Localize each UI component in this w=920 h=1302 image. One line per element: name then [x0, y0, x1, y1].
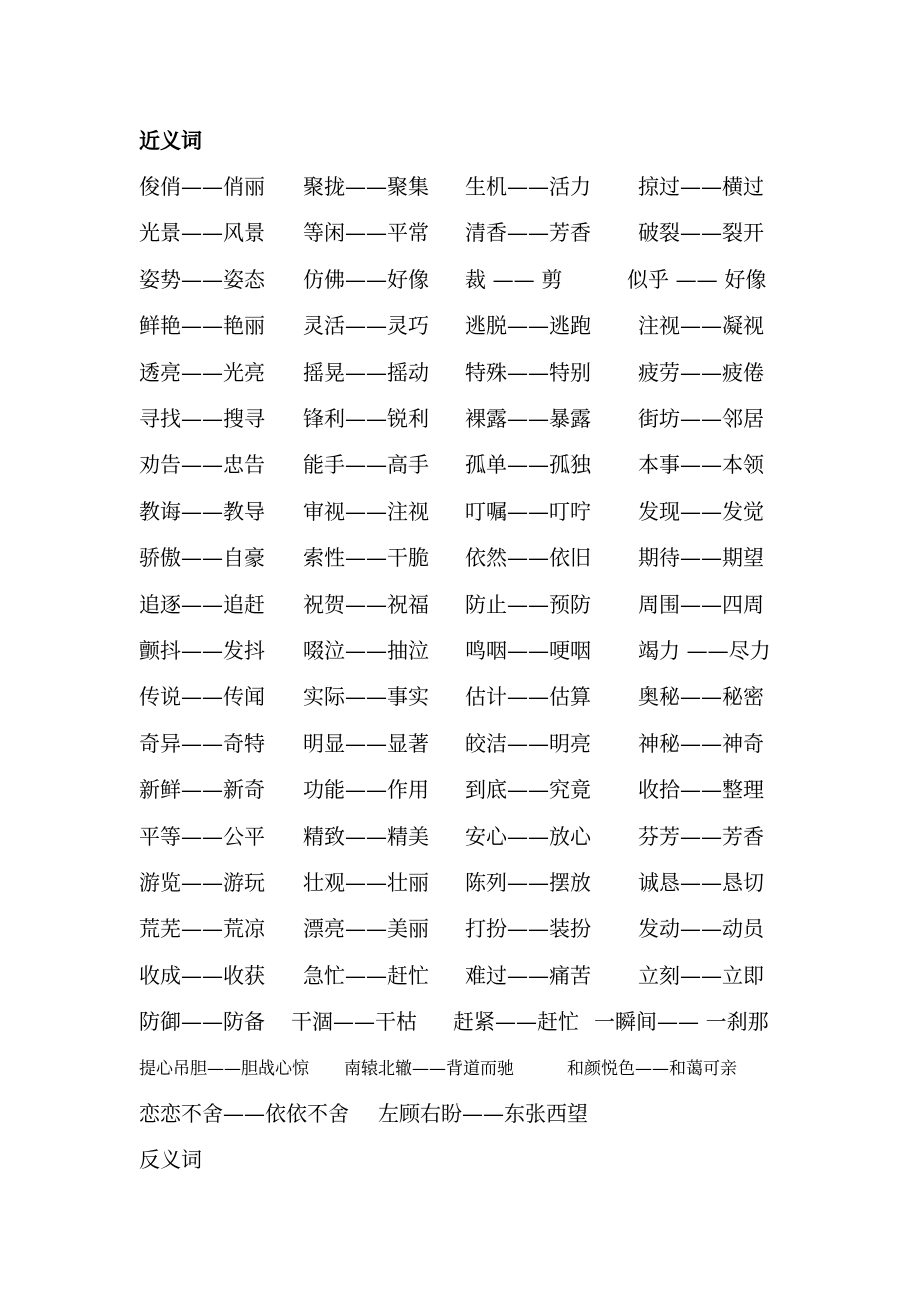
synonym-row [0, 172, 920, 202]
synonym-pair: 劝告——忠告 [139, 453, 265, 477]
synonym-pair: 依然——依旧 [465, 546, 591, 570]
synonym-pair: 奥秘——秘密 [638, 685, 764, 709]
synonym-pair: 仿佛——好像 [303, 268, 429, 292]
synonym-pair: 姿势——姿态 [139, 268, 265, 292]
synonym-pair: 鲜艳——艳丽 [139, 314, 265, 338]
synonym-pair: 皎洁——明亮 [465, 732, 591, 756]
synonym-pair: 打扮——装扮 [465, 917, 591, 941]
synonym-pair: 锋利——锐利 [303, 407, 429, 431]
synonym-pair: 鸣咽——哽咽 [465, 639, 591, 663]
synonym-row [0, 914, 920, 944]
synonym-pair: 注视——凝视 [638, 314, 764, 338]
synonym-pair: 疲劳——疲倦 [638, 361, 764, 385]
synonym-pair: 骄傲——自豪 [139, 546, 265, 570]
synonym-pair: 发现——发觉 [638, 500, 764, 524]
synonym-pair: 游览——游玩 [139, 871, 265, 895]
synonym-pair: 到底——究竟 [465, 778, 591, 802]
synonym-row-20 [0, 1054, 920, 1084]
synonym-pair: 急忙——赶忙 [303, 964, 429, 988]
synonym-pair: 颤抖——发抖 [139, 639, 265, 663]
synonym-pair: 清香——芳香 [465, 221, 591, 245]
synonym-pair: 期待——期望 [638, 546, 764, 570]
synonym-pair: 俊俏——俏丽 [139, 175, 265, 199]
synonym-pair: 陈列——摆放 [465, 871, 591, 895]
synonym-pair: 赶紧——赶忙 [453, 1010, 579, 1034]
idiom-pair: 恋恋不舍——依依不舍 [139, 1102, 349, 1126]
synonym-pair: 诚恳——恳切 [638, 871, 764, 895]
idiom-pair: 左顾右盼——东张西望 [378, 1102, 588, 1126]
synonym-row [0, 311, 920, 341]
synonym-row-19 [0, 1007, 920, 1037]
synonym-pair: 逃脱——逃跑 [465, 314, 591, 338]
synonym-row [0, 404, 920, 434]
synonym-pair: 裸露——暴露 [465, 407, 591, 431]
idiom-pair: 和颜悦色——和蔼可亲 [567, 1059, 737, 1079]
synonym-row [0, 636, 920, 666]
synonym-pair: 生机——活力 [465, 175, 591, 199]
synonym-pair: 实际——事实 [303, 685, 429, 709]
idiom-pair: 提心吊胆——胆战心惊 [139, 1059, 309, 1079]
synonym-pair: 透亮——光亮 [139, 361, 265, 385]
synonym-pair: 索性——干脆 [303, 546, 429, 570]
synonym-pair: 立刻——立即 [638, 964, 764, 988]
synonym-pair: 特殊——特别 [465, 361, 591, 385]
synonym-pair: 竭力 ——尽力 [638, 639, 771, 663]
synonym-pair: 聚拢——聚集 [303, 175, 429, 199]
synonym-pair: 传说——传闻 [139, 685, 265, 709]
synonym-pair: 街坊——邻居 [638, 407, 764, 431]
synonym-row [0, 358, 920, 388]
synonym-row [0, 961, 920, 991]
synonym-row [0, 822, 920, 852]
synonym-row [0, 543, 920, 573]
synonym-row [0, 265, 920, 295]
synonym-pair: 估计——估算 [465, 685, 591, 709]
synonym-row [0, 729, 920, 759]
synonym-pair: 能手——高手 [303, 453, 429, 477]
synonym-pair: 啜泣——抽泣 [303, 639, 429, 663]
synonym-pair: 芬芳——芳香 [638, 825, 764, 849]
synonym-pair: 裁 —— 剪 [465, 268, 563, 292]
synonym-pair: 明显——显著 [303, 732, 429, 756]
synonym-pair: 发动——动员 [638, 917, 764, 941]
synonym-row [0, 590, 920, 620]
synonym-pair: 教诲——教导 [139, 500, 265, 524]
synonym-pair: 寻找——搜寻 [139, 407, 265, 431]
synonym-pair: 平等——公平 [139, 825, 265, 849]
synonym-pair: 安心——放心 [465, 825, 591, 849]
synonym-row [0, 868, 920, 898]
synonym-pair: 本事——本领 [638, 453, 764, 477]
synonyms-heading: 近义词 [139, 128, 202, 153]
synonym-row [0, 450, 920, 480]
synonym-pair: 掠过——横过 [638, 175, 764, 199]
synonym-pair: 收拾——整理 [638, 778, 764, 802]
synonym-pair: 一瞬间—— 一刹那 [594, 1010, 769, 1034]
synonym-pair: 等闲——平常 [303, 221, 429, 245]
synonym-pair: 光景——风景 [139, 221, 265, 245]
synonym-pair: 难过——痛苦 [465, 964, 591, 988]
synonym-pair: 壮观——壮丽 [303, 871, 429, 895]
synonym-row [0, 682, 920, 712]
synonym-pair: 漂亮——美丽 [303, 917, 429, 941]
synonym-pair: 祝贺——祝福 [303, 593, 429, 617]
synonym-pair: 周围——四周 [638, 593, 764, 617]
synonym-pair: 收成——收获 [139, 964, 265, 988]
synonym-pair: 干涸——干枯 [291, 1010, 417, 1034]
synonym-pair: 奇异——奇特 [139, 732, 265, 756]
idiom-pair: 南辕北辙——背道而驰 [344, 1059, 514, 1079]
synonym-pair: 摇晃——摇动 [303, 361, 429, 385]
antonyms-heading: 反义词 [139, 1148, 202, 1172]
synonym-pair: 防止——预防 [465, 593, 591, 617]
synonym-row [0, 497, 920, 527]
synonym-pair: 审视——注视 [303, 500, 429, 524]
synonym-row [0, 775, 920, 805]
synonym-pair: 防御——防备 [139, 1010, 265, 1034]
synonym-pair: 功能——作用 [303, 778, 429, 802]
synonym-pair: 似乎 —— 好像 [627, 268, 767, 292]
synonym-pair: 叮嘱——叮咛 [465, 500, 591, 524]
synonym-pair: 灵活——灵巧 [303, 314, 429, 338]
synonym-pair: 神秘——神奇 [638, 732, 764, 756]
synonym-pair: 追逐——追赶 [139, 593, 265, 617]
synonym-pair: 新鲜——新奇 [139, 778, 265, 802]
synonym-row-21 [0, 1099, 920, 1129]
synonym-row [0, 218, 920, 248]
synonym-pair: 孤单——孤独 [465, 453, 591, 477]
synonym-pair: 荒芜——荒凉 [139, 917, 265, 941]
synonym-pair: 破裂——裂开 [638, 221, 764, 245]
synonym-pair: 精致——精美 [303, 825, 429, 849]
